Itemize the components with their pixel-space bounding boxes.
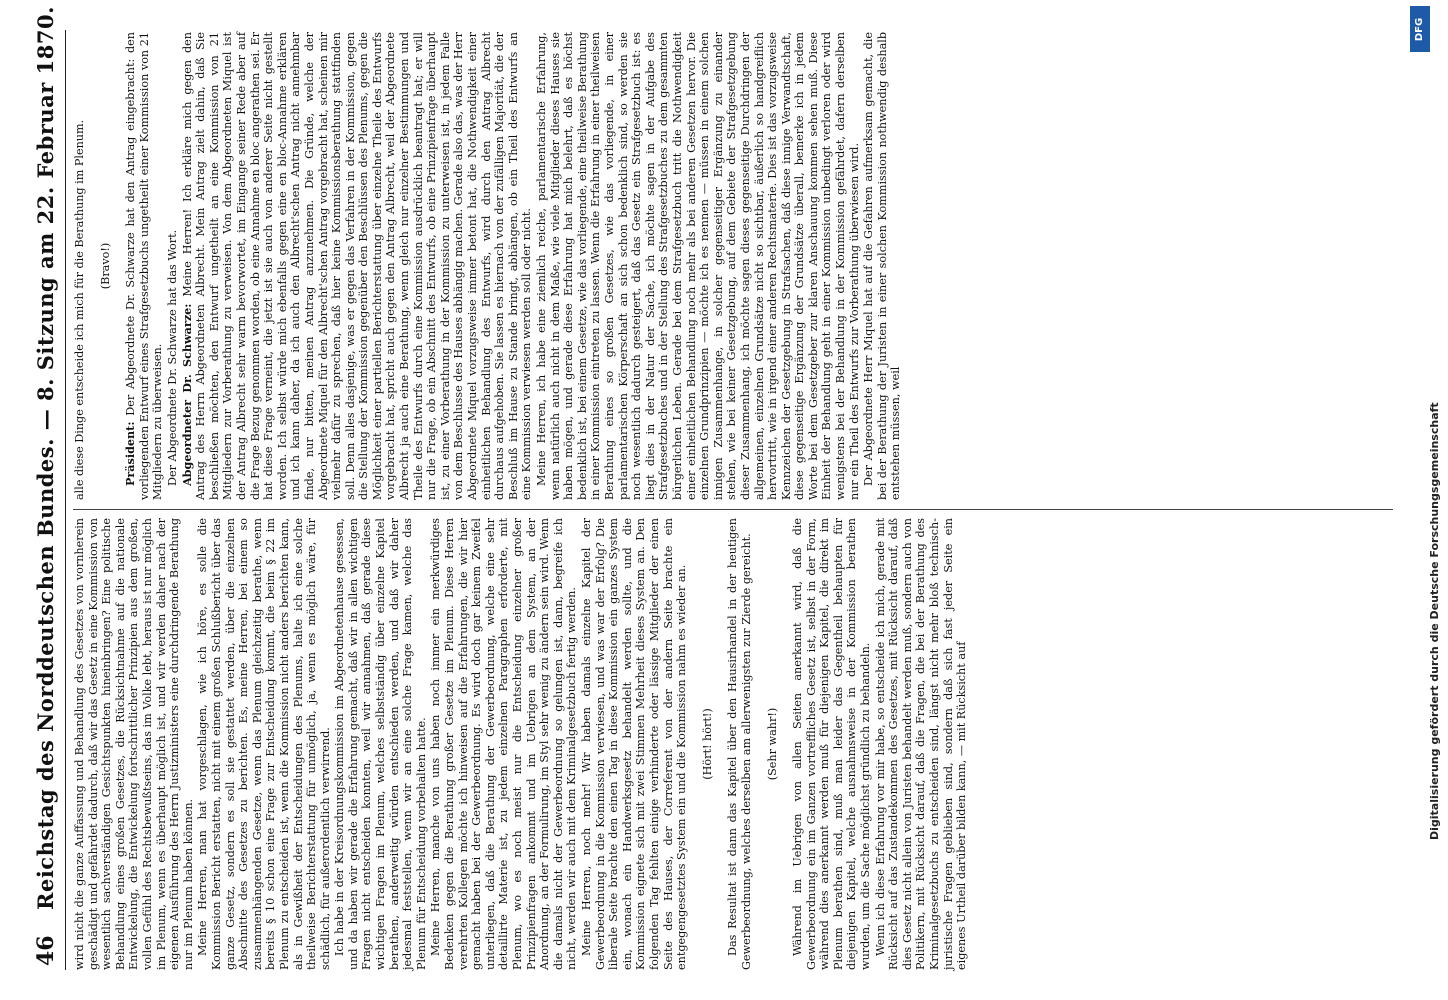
rotated-text-frame bbox=[25, 6, 1405, 970]
paragraph: Wenn ich diese Erfahrung vor mir habe, so entscheide ich mich, gerade mit Rücksicht auf das Zustandekommen des Gesetzes, mit Rücksicht darauf, daß dies Gesetz nicht allein von Juristen behandelt werden muß, sondern auch von Politikern, mit Rücksicht darauf, daß die Fragen, die bei der Berathung des Kriminalgesetzbuchs zu entscheiden sind, längst nicht mehr bloß technisch-juristische Fragen geblieben sind, sondern daß sich fast jeder Seite ein eigenes Urtheil darüber bilden kann, — mit Rücksicht auf bbox=[873, 518, 969, 970]
paragraph: wird nicht die ganze Auffassung und Behandlung des Gesetzes von vornherein geschädigt und gefährdet dadurch, daß wir das Gesetz in eine Kommission von wesentlich sachverständigen Gesichtspunkten hineinbringen? Eine politische Behandlung eines großen Gesetzes, die Rücksichtnahme auf die nationale Entwickelung, die Entwickelung fortschrittlicher Prinzipien aus dem großen, vollen Gefühl des Rechtsbewußtseins, das im Volke lebt, heraus ist nur möglich im Plenum, wenn es überhaupt möglich ist, und wir werden daher nach der eigenen Ausführung des Herrn Justizministers eine durchdringende Berathung nur im Plenum haben können. bbox=[73, 518, 195, 970]
paragraph: Meine Herren, noch mehr! Wir haben damals einzelne Kapitel der Gewerbeordnung in die Kommission verwiesen, und was war der Erfolg? Die liberale Seite brachte den einen Tag in diese Kommission ein ganzes System ein, wonach ein Handwerksgesetz behandelt werden sollte, und die Kommission eignete sich mit zwei Stimmen Mehrheit dieses System an. Den folgenden Tag fehlten einige verhinderte oder lässige Mitglieder der einen Seite des Hauses, der Correferent von der andern Seite brachte ein entgegengesetztes System ein und die Kommission nahm es wieder an. bbox=[579, 518, 689, 970]
interjection: (Bravo!) bbox=[98, 242, 112, 290]
paragraph: alle diese Dinge entscheide ich mich für die Berathung im Plenum. bbox=[73, 119, 86, 500]
column-divider bbox=[73, 509, 1393, 510]
credit-text: Digitalisierung gefördert durch die Deutsche Forschungsgemeinschaft bbox=[1428, 402, 1441, 840]
interjection: (Sehr wahr!) bbox=[765, 707, 779, 781]
running-title: Reichstag des Norddeutschen Bundes. — 8. Sitzung am 22. Februar 1870. bbox=[33, 6, 58, 910]
dfg-logo: DFG bbox=[1410, 6, 1430, 52]
interjection: (Hört! hört!) bbox=[700, 708, 714, 780]
paragraph: Meine Herren! Ich erkläre mich gegen den Antrag des Herrn Abgeordneten Albrecht. Mein Antrag zielt dahin, daß Sie beschließen möchten, den Entwurf ungetheilt an eine Kommission von 21 Mitgliedern zur Vorberathung zu verweisen. Von dem Abgeordneten Miquel ist der Antrag Albrecht sehr warm bevorwortet, im Eingange seiner Rede aber auf die Frage Bezug genommen worden, ob eine Annahme en bloc angerathen sei. Er hat diese Frage verneint, die jetzt ist sie auch von anderer Seite nicht gestellt worden. Ich selbst würde mich ebenfalls gegen eine en bloc-Annahme erklären und ich kann daher, da ich auch den Albrecht'schen Antrag nicht annehmbar finde, nur bitten, meinen Antrag anzunehmen. Die Gründe, welche der Abgeordnete Miquel für den Albrecht'schen Antrag vorgebracht hat, scheinen mir vielmehr dafür zu sprechen, daß hier keine Kommissionsberathung stattfinden soll. Denn alles dasjenige, was er gegen das Verfahren in der Kommission, gegen die Stellung der Kommission gegenüber den Beschlüssen des Plenums, gegen die Möglichkeit einer partiellen Berichterstattung über einzelne Theile des Entwurfs vorgebracht hat, spricht auch gegen den Antrag Albrecht, weil der Abgeordnete Albrecht ja auch eine Berathung, wenn gleich nur einzelner Bestimmungen und Theile des Entwurfs durch eine Kommission ausdrücklich beantragt hat; er will nur die Frage, ob ein Abschnitt des Entwurfs, ob eine Prinzipienfrage überhaupt ist, zu einer Vorberathung in der Kommission zu unterweisen ist, in jedem Falle von dem Beschlusse des Hauses abhängig machen. Gerade also das, was der Herr Abgeordnete Miquel vorzugsweise immer betont hat, die Nothwendigkeit einer einheitlichen Behandlung des Entwurfs, wird durch den Antrag Albrecht durchaus aufgehoben. Sie lassen es hiernach von der zufälligen Majorität, die der Beschluß im Hause zu Stande bringt, abhängen, ob ein Theil des Entwurfs an eine Kommission verwiesen werden soll oder nicht. bbox=[180, 32, 534, 500]
speaker-label: Abgeordneter Dr. Schwarze: bbox=[179, 303, 194, 486]
page-header bbox=[25, 6, 66, 970]
paragraph: Das Resultat ist dann das Kapitel über den Hausirhandel in der heutigen Gewerbeordnung, welches derselben am allerwenigsten zur Zierde gereicht. bbox=[726, 518, 753, 970]
right-column bbox=[73, 32, 1393, 500]
paragraph: Meine Herren, manche von uns haben noch immer ein merkwürdiges Bedenken gegen die Berathung großer Gesetze im Plenum. Diese Herren verehrten Kollegen möchte ich hinweisen auf die Erfahrungen, die wir hier gemacht haben bei der Gewerbeordnung. Es wird doch gar keinem Zweifel unterliegen, daß die Berathung der Gewerbeordnung, welche eine sehr detaillirte Materie ist, zu jedem einzelnen Paragraphen erforderte, mit Plenum, wo es noch meist nur die Entscheidung einzelner großer Prinzipienfragen ankommt und im Uebrigen an dem System, an der Anordnung, an der Formulirung, im Styl sehr wenig zu ändern sein wird. Wenn die damals nicht der Gewerbeordnung so gelungen ist, dann, begreife ich nicht, werden wir auch mit dem Kriminalgesetzbuch fertig werden. bbox=[429, 518, 579, 970]
paragraph: Ich habe in der Kreisordnungskommission im Abgeordnetenhause gesessen, und da haben wir gerade die Erfahrung gemacht, daß wir in allen wichtigen Fragen nicht entscheiden konnten, weil wir annahmen, daß gerade diese wichtigen Fragen im Plenum, welches selbstständig über einzelne Kapitel berathen, anderweitig würden entschieden werden, und daß wir daher jedesmal feststellen, wenn wir an eine solche Frage kamen, welche das Plenum für Entscheidung vorbehalten hatte. bbox=[333, 518, 428, 970]
paragraph: Der Abgeordnete Herr Miquel hat auf die Gefahren aufmerksam gemacht, die bei der Berathung der Juristen in einer solchen Kommission nothwendig deshalb entstehen müssen, weil bbox=[862, 32, 903, 500]
paragraph: Meine Herren, ich habe eine ziemlich reiche, parlamentarische Erfahrung, wenn natürlich auch nicht in dem Maße, wie viele Mitglieder dieses Hauses sie haben mögen, und gerade diese Erfahrung hat mich belehrt, daß es höchst bedenklich ist, bei einem Gesetze, wie das vorliegende, eine theilweise Berathung in einer Kommission eintreten zu lassen. Wenn die Erfahrung in einer theilweisen Berathung eines so großen Gesetzes, wie das vorliegende, in einer parlamentarischen Körperschaft an sich schon bedenklich sind, so werden sie noch wesentlich dadurch gesteigert, daß das Gesetz ein Strafgesetzbuch ist: es liegt dies in der Natur der Sache, ich möchte sagen in der Aufgabe des Strafgesetzbuches und in der Stellung des Strafgesetzbuches zu dem gesammten bürgerlichen Leben. Gerade bei dem Strafgesetzbuch tritt die Nothwendigkeit einer einheitlichen Behandlung noch mehr als bei anderen Gesetzen hervor. Die einzelnen Grundprinzipien — möchte ich es nennen — müssen in einem solchen innigen Zusammenhange, in solcher gegenseitiger Ergänzung zu einander stehen, wie bei keiner Gesetzgebung, auf dem Gebiete der Strafgesetzgebung dieser Zusammenhang, ich möchte sagen dieses gegenseitige Durchdringen der allgemeinen, einzelnen Grundsätze nicht so sichtbar, äußerlich so handgreiflich hervortritt, wie in irgend einer anderen Rechtsmaterie. Dies ist das vorzugsweise Kennzeichen der Gesetzgebung in Strafsachen, daß diese innige Verwandtschaft, diese gegenseitige Ergänzung der Grundsätze überall, bemerke ich in jedem Worte bei dem Gesetzgeber zur klaren Anschauung kommen sehen muß. Diese Einheit der Behandlung geht in einer Kommission unbedingt verloren oder wird wenigstens bei der Behandlung in der Kommission gefährdet, dafern derselben nur ein Theil des Entwurfs zur Vorberathung überwiesen wird. bbox=[535, 32, 861, 500]
paragraph: Der Abgeordnete Dr. Schwarze hat den Antrag eingebracht: den vorliegenden Entwurf eines Strafgesetzbuchs ungetheilt einer Kommission von 21 Mitgliedern zu überweisen. bbox=[124, 32, 165, 500]
speaker-label: Präsident: bbox=[123, 421, 138, 486]
paragraph: Der Abgeordnete Dr. Schwarze hat das Wort. bbox=[165, 229, 179, 486]
page-number: 46 bbox=[33, 935, 59, 966]
left-column bbox=[73, 518, 1393, 970]
paragraph: Meine Herren, man hat vorgeschlagen, wie ich höre, es solle die Kommission Bericht erstatten, nicht mit einem großen Schlußbericht über das ganze Gesetz, sondern es soll sie gestattet werden, über die einzelnen Abschnitte des Gesetzes zu berichten. Es, meine Herren, bei einem so zusammenhängenden Gesetze, wenn das Plenum gleichzeitig berathe, wenn bereits § 10 schon eine Frage zur Entscheidung kommt, die beim § 22 im Plenum zu entscheiden ist, wenn die Kommission nicht anders berichten kann, als in Gewißheit der Entscheidungen des Plenums, halte ich eine solche theilweise Berichterstattung für unmöglich, ja, wenn es möglich wäre, für schädlich, für außerordentlich verwirrend. bbox=[196, 518, 332, 970]
digitization-credit bbox=[1408, 180, 1441, 840]
paragraph: Während im Uebrigen von allen Seiten anerkannt wird, daß die Gewerbeordnung ein im Ganzen vortreffliches Gesetz ist, selbst in der Form, während dies anerkannt werden muß für diejenigen Kapitel, die direkt im Plenum berathen sind, muß man leider das Gegentheil behaupten für diejenigen Kapitel, welche ausnahmsweise in der Kommission berathen wurden, um die Sache möglichst gründlich zu behandeln. bbox=[791, 518, 873, 970]
